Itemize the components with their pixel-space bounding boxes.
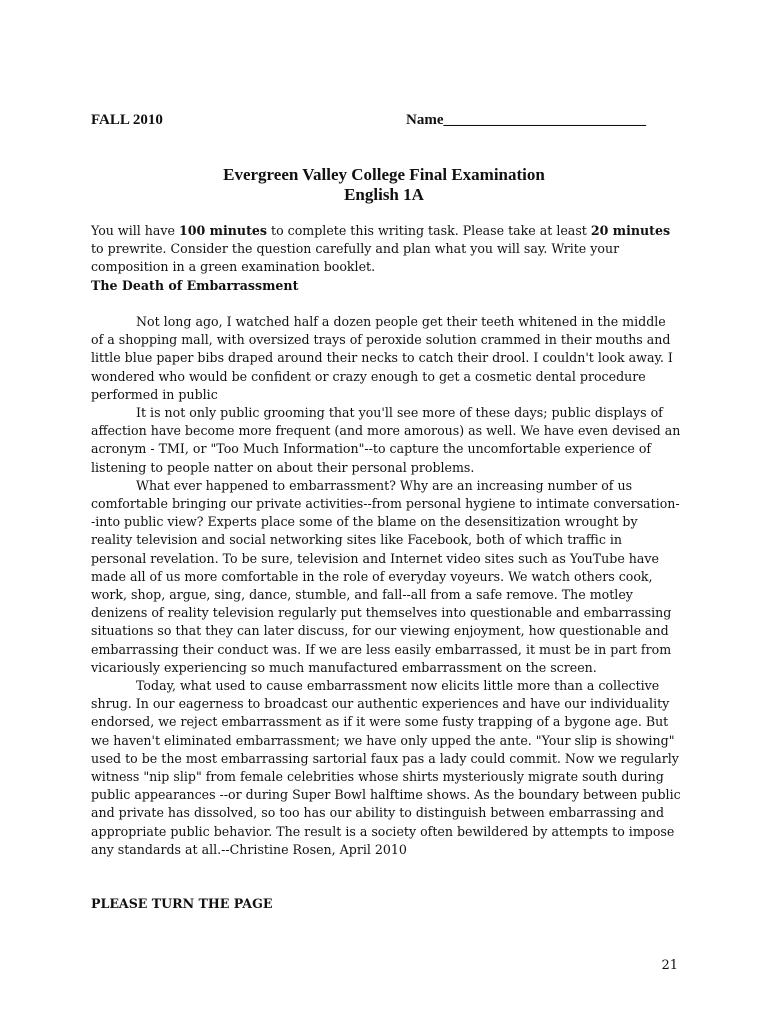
spacer: [91, 295, 681, 313]
exam-title-line-1: Evergreen Valley College Final Examination: [223, 165, 545, 184]
instructions-part-2: to complete this writing task. Please take at least: [267, 223, 591, 238]
exam-content: [91, 222, 681, 859]
name-label: Name: [406, 112, 444, 128]
name-blank-line: ___________________________: [443, 112, 646, 128]
essay-title: The Death of Embarrassment: [91, 277, 299, 293]
instructions-part-1: You will have: [91, 223, 179, 238]
exam-title: [0, 165, 768, 205]
essay-paragraph: Today, what used to cause embarrassment now elicits little more than a collective shrug. In our eagerness to broadcast our authentic experiences and have our individuality endorsed, we reject embarrassment as if it were some fusty trapping of a bygone age. But we haven't eliminated embarrassment; we have only upped the ante. "Your slip is showing" used to be the most embarrassing sartorial faux pas a lady could commit. Now we regularly witness "nip slip" from female celebrities whose shirts mysteriously migrate south during public appearances --or during Super Bowl halftime shows. As the boundary between public and private has dissolved, so too has our ability to distinguish between embarrassing and appropriate public behavior. The result is a society often bewildered by attempts to impose any standards at all.--Christine Rosen, April 2010: [91, 678, 681, 857]
essay-paragraph: It is not only public grooming that you'll see more of these days; public displays of affection have become more frequent (and more amorous) as well. We have even devised an acronym - TMI, or "Too Much Information"--to capture the uncomfortable experience of listening to people natter on about their personal problems.: [91, 405, 681, 475]
header-row: [91, 112, 651, 132]
instructions-part-3: to prewrite. Consider the question carefully and plan what you will say. Write your composition in a green examination booklet.: [91, 241, 620, 275]
instructions-prewrite-time: 20 minutes: [590, 223, 671, 238]
essay-paragraph: What ever happened to embarrassment? Why are an increasing number of us comfortable bringing our private activities--from personal hygiene to intimate conversation--into public view? Experts place some of the blame on the desensitization wrought by reality television and social networking sites like Facebook, both of which traffic in personal revelation. To be sure, television and Internet video sites such as YouTube have made all of us more comfortable in the role of everyday voyeurs. We watch others cook, work, shop, argue, sing, dance, stumble, and fall--all from a safe remove. The motley denizens of reality television regularly put themselves into questionable and embarrassing situations so that they can later discuss, for our viewing enjoyment, how questionable and embarrassing their conduct was. If we are less easily embarrassed, it must be in part from vicariously experiencing so much manufactured embarrassment on the screen.: [91, 477, 680, 675]
exam-title-line-2: English 1A: [344, 185, 424, 204]
term-label: FALL 2010: [91, 112, 163, 128]
turn-page-note: PLEASE TURN THE PAGE: [91, 896, 273, 911]
name-field: [406, 112, 646, 129]
essay-paragraph: Not long ago, I watched half a dozen people get their teeth whitened in the middle of a shopping mall, with oversized trays of peroxide solution crammed in their mouths and little blue paper bibs draped around their necks to catch their drool. I couldn't look away. I wondered who would be confident or crazy enough to get a cosmetic dental procedure performed in public: [91, 314, 673, 402]
instructions: [91, 222, 681, 277]
page-number: 21: [661, 958, 678, 973]
instructions-duration: 100 minutes: [178, 223, 267, 238]
